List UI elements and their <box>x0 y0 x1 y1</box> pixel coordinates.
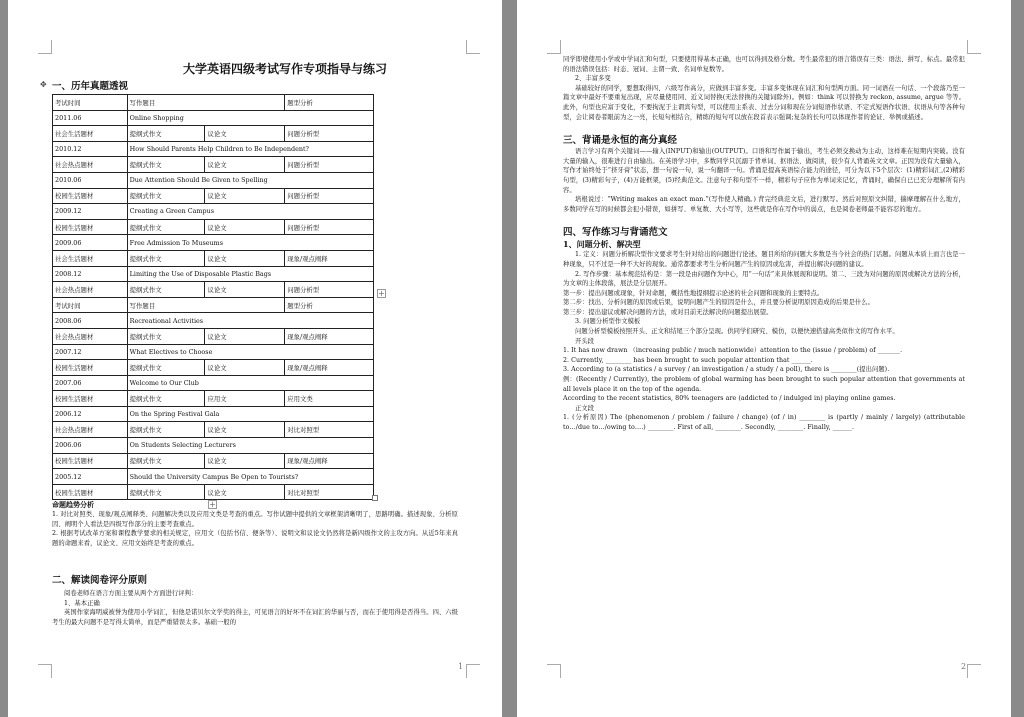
table-cell[interactable]: 议论文 <box>205 484 285 500</box>
table-cell[interactable]: 提纲式作文 <box>127 484 205 500</box>
table-cell[interactable]: 应用文类 <box>285 391 374 407</box>
table-cell[interactable]: 议论文 <box>205 422 285 438</box>
table-cell[interactable]: 题型分析 <box>285 95 374 111</box>
table-cell[interactable]: 社会热点题材 <box>53 328 128 344</box>
table-row <box>53 438 374 454</box>
table-cell[interactable]: 提纲式作文 <box>127 219 205 235</box>
table-cell[interactable]: On Students Selecting Lecturers <box>127 438 373 454</box>
table-row <box>53 126 374 142</box>
table-row <box>53 110 374 126</box>
table-row <box>53 375 374 391</box>
table-row <box>53 250 374 266</box>
history-exam-table[interactable] <box>52 94 374 500</box>
table-cell[interactable]: 社会热点题材 <box>53 157 128 173</box>
step-paragraph: 第一步：提出问题或现象，针对命题，概括性地提纲提示论述的社会问题和现象的主要特点。 <box>563 289 824 297</box>
table-cell[interactable]: 议论文 <box>205 157 285 173</box>
table-cell[interactable]: 议论文 <box>205 126 285 142</box>
table-cell[interactable]: 提纲式作文 <box>127 188 205 204</box>
table-cell[interactable]: 2008.12 <box>53 266 128 282</box>
table-row <box>53 391 374 407</box>
crop-mark <box>547 664 561 678</box>
document-title: 大学英语四级考试写作专项指导与练习 <box>182 62 387 76</box>
template-sentence: 2. Currently, ________ has been brought to such popular attention that ______. <box>563 356 813 364</box>
table-cell[interactable]: 2006.06 <box>53 438 128 454</box>
crop-mark <box>967 40 981 54</box>
page-number: 2 <box>961 662 967 671</box>
body-paragraph: 问题分析型模板按照开头、正文和结尾三个部分呈现。供同学们研究、模仿，以便快速搭建高类似作文的写作水平。 <box>575 328 899 336</box>
table-cell[interactable]: 考试时间 <box>53 95 128 111</box>
crop-mark <box>967 664 981 678</box>
table-cell[interactable]: 2009.06 <box>53 235 128 251</box>
step-paragraph: 第二步：找出、分析问题的原因或后果，说明问题产生的原因是什么，并且要分析说明原因造成的后果是什么。 <box>563 299 874 307</box>
template-sentence: 1. It has now drawn （increasing public / much nationwide）attention to the (issue / problem) of _______. <box>563 347 903 355</box>
sub-heading: 1、问题分析、解决型 <box>563 239 641 250</box>
table-cell[interactable]: 2005.12 <box>53 469 128 485</box>
table-row <box>53 422 374 438</box>
table-cell[interactable]: 议论文 <box>205 360 285 376</box>
body-paragraph: 2. 写作步骤：基本规范结构是：第一段是由问题作为中心，用“一句话”来具体展现和说明。第二、三段为对问题的原因或解决方法的分析，为文章的主体段落，展法是分层展开。 <box>563 270 965 288</box>
table-cell[interactable]: 2007.12 <box>53 344 128 360</box>
step-paragraph: 第三步：提出建议或解决问题的方法，或对目前无法解决的问题提出展望。 <box>563 308 773 316</box>
table-cell[interactable]: 问题分析型 <box>285 282 374 298</box>
body-paragraph: 3. 问题分析型作文模板 <box>575 318 641 326</box>
table-row <box>53 235 374 251</box>
table-row <box>53 328 374 344</box>
table-cell[interactable]: 社会热点题材 <box>53 422 128 438</box>
table-cell[interactable]: 2010.12 <box>53 141 128 157</box>
table-row <box>53 172 374 188</box>
document-page-2 <box>517 0 1011 717</box>
table-cell[interactable]: 现象/观点阐释 <box>285 360 374 376</box>
sub-heading: 开头段 <box>575 337 595 345</box>
example-sentence: According to the recent statistics, 80% teenagers are (addicted to / indulged in) playing online games. <box>563 395 896 403</box>
table-cell[interactable]: 议论文 <box>205 328 285 344</box>
template-sentence: 3. According to (a statistics / a survey / an investigation / a study / a poll), there is ________(提出问题). <box>563 366 890 374</box>
table-cell[interactable]: 2011.06 <box>53 110 128 126</box>
table-cell[interactable]: 应用文 <box>205 391 285 407</box>
trend-heading: 命题趋势分析 <box>52 500 94 509</box>
trend-paragraph: 1. 对比对照类、现象/观点阐释类、问题解决类以及应用文类是考查的重点。写作试题中提供的文章框架清晰明了，思路明确。描述现象、分析原因、阐明个人看法是四级写作部分的主要考查重点。 <box>52 511 458 528</box>
sub-heading: 1、基本正确 <box>64 599 100 607</box>
sub-heading: 2、丰富多变 <box>575 75 611 83</box>
crop-mark <box>38 664 52 678</box>
section-heading: 四、写作练习与背诵范文 <box>563 227 668 239</box>
table-row <box>53 188 374 204</box>
table-cell[interactable]: 现象/观点阐释 <box>285 250 374 266</box>
table-cell[interactable]: 对比对照型 <box>285 484 374 500</box>
table-row <box>53 157 374 173</box>
table-cell[interactable]: 2008.06 <box>53 313 128 329</box>
table-cell[interactable]: 提纲式作文 <box>127 391 205 407</box>
document-page-1 <box>8 0 502 717</box>
table-cell[interactable]: On the Spring Festival Gala <box>127 406 373 422</box>
crop-mark <box>547 40 561 54</box>
table-cell[interactable]: 校园生活题材 <box>53 188 128 204</box>
table-row <box>53 344 374 360</box>
table-row <box>53 484 374 500</box>
table-cell[interactable]: 议论文 <box>205 219 285 235</box>
table-row <box>53 360 374 376</box>
table-cell[interactable]: 提纲式作文 <box>127 250 205 266</box>
body-paragraph: 培根说过：“Writing makes an exact man.”(写作使人精确。) 背完经典范文后，进行默写。然后对照原文纠错，揣摩理解在什么地方，多数同学在写的时候都会犯小错误，如拼写、单复数、大小写等，这些就是你在写作中的弱点，也是阅卷老师最不能容忍的地方。 <box>563 196 965 213</box>
trend-paragraph: 2. 根据考试改革方案和课程教学要求的相关规定，应用文（包括书信、便条等）、说明文和议论文仍然将是新四级作文的主攻方向。从近5年来真题的命题来看，议论文、应用文始终是考查的重点。 <box>52 530 458 547</box>
body-paragraph: 阅卷老师在语言方面主要从两个方面进行评判： <box>64 590 198 597</box>
section-heading: 二、解读阅卷评分原则 <box>52 575 148 586</box>
body-paragraph: 基础较好的同学，要想取得四、六级写作高分，应做到丰富多变。丰富多变体现在词汇和句型两方面。同一词语在一句话、一个段落乃至一篇文章中最好不要重复出现，应尽量使用同、近义词替换(无法替换的关键词除外)。例如：think 可以替换为 reckon, assume, argue 等等。此外，句型也应富于变化，不要拘泥于主谓宾句型，可以使用主系表、过去分词和现在分词短语作状语、不定式短语作状语、状语从句等各种句型，会让阅卷者眼前为之一亮，长短句相结合，精练的短句可以放在段首表示强调;复杂的长句可以体现作者的论证、举例或描述。 <box>563 84 965 121</box>
body-paragraph: 语言学习有两个关键词——输入(INPUT)和输出(OUTPUT)。口语和写作属于输出，考生必须交换动为主动，这样难在短期内突破。没有大量的输入，很难进行自由输出。在英语学习中，多数同学只沉溺于背单词、抠语法、做阅读，很少有人背诵英文文章。正因为没有大量输入，写作才始终处于“挤牙膏”状态，想一句说一句，说一句翻译一句。背诵是提高英语综合能力的途径，可分为以下5个层次：(1)精彩词汇,(2)精彩句型，(3)精彩句子，(4)万能框架，(5)经典范文。注意句子和句型不一样，精彩句子应作为单词来记忆，背诵时，确保自已已充分理解所有内容。 <box>563 148 965 194</box>
table-cell[interactable]: What Electives to Choose <box>127 344 373 360</box>
table-cell[interactable]: 写作题目 <box>127 297 285 313</box>
table-cell[interactable]: 校园生活题材 <box>53 219 128 235</box>
body-paragraph: 同学即使使用小学或中学词汇和句型，只要使用得基本正确，也可以得到及格分数。考生最常犯的语言错误有三类：语法、拼写、标点。最常犯的语法错误包括：时态、冠词、主谓一致、名词单复数等。 <box>563 56 965 73</box>
table-cell[interactable]: 2009.12 <box>53 204 128 220</box>
table-cell[interactable]: 议论文 <box>205 453 285 469</box>
table-cell[interactable]: 社会热点题材 <box>53 282 128 298</box>
table-cell[interactable]: 提纲式作文 <box>127 360 205 376</box>
table-cell[interactable]: 提纲式作文 <box>127 282 205 298</box>
table-cell[interactable]: Should the University Campus Be Open to Tourists? <box>127 469 373 485</box>
table-cell[interactable]: How Should Parents Help Children to Be Independent? <box>127 141 373 157</box>
table-cell[interactable]: Welcome to Our Club <box>127 375 373 391</box>
table-cell[interactable]: 校园生活题材 <box>53 453 128 469</box>
template-sentence: 1. (分析原因) The (phenomenon / problem / failure / change) (of / in) ________ is (partly / mainly / largely) (attributable to…/due to…/owing to….) ________. First of all, ________. Secondly, ________. Finally, ______. <box>563 414 965 431</box>
table-cell[interactable]: 问题分析型 <box>285 126 374 142</box>
table-cell[interactable]: 社会生活题材 <box>53 126 128 142</box>
table-row <box>53 95 374 111</box>
table-cell[interactable]: Creating a Green Campus <box>127 204 373 220</box>
table-row <box>53 266 374 282</box>
table-cell[interactable]: 对比对照型 <box>285 422 374 438</box>
crop-mark <box>466 40 480 54</box>
table-cell[interactable]: 校园生活题材 <box>53 484 128 500</box>
table-cell[interactable]: 提纲式作文 <box>127 157 205 173</box>
table-cell[interactable]: 现象/观点阐释 <box>285 453 374 469</box>
table-row <box>53 453 374 469</box>
table-cell[interactable]: Recreational Activities <box>127 313 373 329</box>
crop-mark <box>38 40 52 54</box>
table-cell[interactable]: Free Admission To Museums <box>127 235 373 251</box>
table-cell[interactable]: 写作题目 <box>127 95 285 111</box>
table-row <box>53 141 374 157</box>
body-paragraph: 1. 定义：问题分析解决型作文要求考生针对给出的问题进行论述。题目所给的问题大多数是当今社会的热门话题。问题从本质上而言也是一种现象，只不过是一种不大好的现象。通常都要求考生分析问题产生的原因或危害，并提出解决问题的建议。 <box>563 251 965 268</box>
table-cell[interactable]: Online Shopping <box>127 110 373 126</box>
table-cell[interactable]: 校园生活题材 <box>53 391 128 407</box>
table-row <box>53 297 374 313</box>
table-cell[interactable]: 提纲式作文 <box>127 422 205 438</box>
table-cell[interactable]: 2010.06 <box>53 172 128 188</box>
table-row <box>53 406 374 422</box>
sub-heading: 正文段 <box>575 404 595 412</box>
table-row <box>53 219 374 235</box>
table-cell[interactable]: 提纲式作文 <box>127 126 205 142</box>
table-cell[interactable]: 2006.12 <box>53 406 128 422</box>
table-row <box>53 204 374 220</box>
add-row-icon[interactable]: + <box>209 500 216 509</box>
table-move-handle-icon[interactable]: ✥ <box>40 80 47 89</box>
table-cell[interactable]: 议论文 <box>205 250 285 266</box>
table-cell[interactable]: 社会生活题材 <box>53 250 128 266</box>
table-cell[interactable]: 问题分析型 <box>285 188 374 204</box>
table-row <box>53 282 374 298</box>
table-cell[interactable]: 2007.06 <box>53 375 128 391</box>
table-cell[interactable]: 现象/观点阐释 <box>285 328 374 344</box>
section-heading: 一、历年真题透视 <box>52 81 129 92</box>
add-column-icon[interactable]: + <box>378 289 385 298</box>
section-heading: 三、背诵是永恒的高分真经 <box>563 135 678 147</box>
table-cell[interactable]: 校园生活题材 <box>53 360 128 376</box>
table-cell[interactable]: 题型分析 <box>285 297 374 313</box>
table-cell[interactable]: 考试时间 <box>53 297 128 313</box>
table-cell[interactable]: 议论文 <box>205 188 285 204</box>
table-cell[interactable]: Limiting the Use of Disposable Plastic Bags <box>127 266 373 282</box>
crop-mark <box>466 664 480 678</box>
table-cell[interactable]: 议论文 <box>205 282 285 298</box>
table-row <box>53 313 374 329</box>
history-table-wrap <box>52 94 374 500</box>
table-row <box>53 469 374 485</box>
page-number: 1 <box>458 662 464 671</box>
table-cell[interactable]: 提纲式作文 <box>127 453 205 469</box>
table-cell[interactable]: 问题分析型 <box>285 157 374 173</box>
body-paragraph: 英国作家海明威被誉为使用小学词汇，但他是诺贝尔文学奖的得主，可见语言的好坏不在词汇的华丽与否，而在于使用得是否得当。四、六级考生的最大问题不是写得太简单，而是严重错误太多。基础一般的 <box>52 609 458 626</box>
example-sentence: 例：(Recently / Currently), the problem of global warming has been brought to such popular attention that governments at all levels place it on the top of the agenda. <box>563 376 965 393</box>
table-cell[interactable]: 问题分析型 <box>285 219 374 235</box>
table-cell[interactable]: Due Attention Should Be Given to Spelling <box>127 172 373 188</box>
table-cell[interactable]: 提纲式作文 <box>127 328 205 344</box>
